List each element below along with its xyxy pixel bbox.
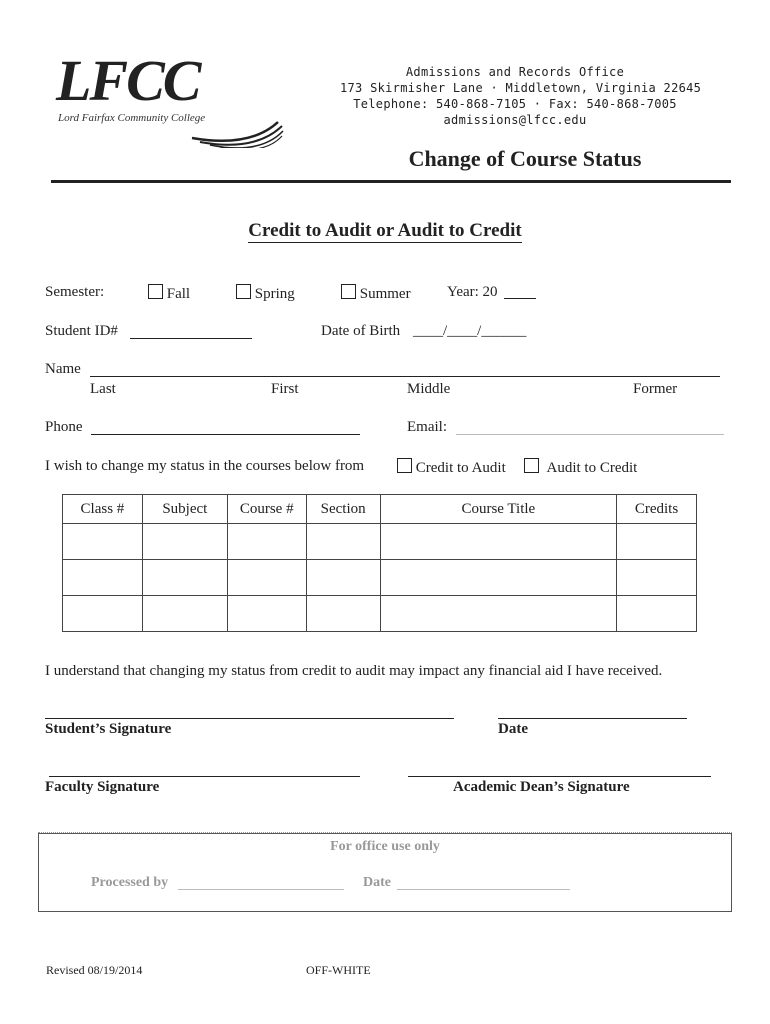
form-subtitle: Credit to Audit or Audit to Credit [248, 220, 522, 241]
office-date-field[interactable] [397, 889, 570, 890]
college-logo-subtitle: Lord Fairfax Community College [58, 112, 206, 124]
course-table [62, 494, 697, 632]
revised-date: Revised 08/19/2014 [46, 963, 143, 977]
header-divider [51, 180, 731, 183]
audit-to-credit-checkbox[interactable] [524, 458, 539, 473]
office-phone-fax: Telephone: 540-868-7105 · Fax: 540-868-7005 [353, 97, 677, 111]
table-cell[interactable] [306, 560, 380, 596]
office-use-title: For office use only [330, 839, 440, 854]
table-cell[interactable] [142, 524, 227, 560]
student-signature-line[interactable] [45, 718, 454, 719]
semester-label: Semester: [45, 284, 105, 300]
name-label: Name [45, 361, 81, 377]
year-field[interactable] [504, 298, 536, 299]
processed-by-label: Processed by [91, 875, 169, 890]
table-cell[interactable] [306, 524, 380, 560]
name-field[interactable] [90, 376, 720, 377]
office-name: Admissions and Records Office [405, 65, 625, 79]
dob-field[interactable]: ____/____/______ [413, 323, 527, 339]
office-date-label: Date [363, 875, 391, 890]
copy-color-label: OFF-WHITE [306, 963, 371, 977]
table-cell[interactable] [142, 560, 227, 596]
table-cell[interactable] [63, 596, 143, 632]
table-cell[interactable] [227, 524, 306, 560]
form-title: Change of Course Status [408, 146, 642, 171]
credit-to-audit-checkbox[interactable] [397, 458, 412, 473]
office-email: admissions@lfcc.edu [443, 113, 587, 127]
column-header: Section [306, 495, 380, 524]
student-id-field[interactable] [130, 338, 252, 339]
table-cell[interactable] [380, 524, 616, 560]
faculty-signature-label: Faculty Signature [45, 779, 160, 795]
table-cell[interactable] [63, 524, 143, 560]
student-signature-label: Student’s Signature [45, 721, 172, 737]
name-part-first: First [271, 381, 299, 397]
table-cell[interactable] [617, 524, 697, 560]
table-row [63, 596, 697, 632]
table-cell[interactable] [617, 596, 697, 632]
column-header: Class # [63, 495, 143, 524]
table-cell[interactable] [227, 596, 306, 632]
semester-option-spring[interactable]: Spring [236, 284, 295, 303]
dean-signature-label: Academic Dean’s Signature [453, 779, 630, 795]
dean-signature-line[interactable] [408, 776, 711, 777]
semester-option-fall[interactable]: Fall [148, 284, 190, 303]
date-label: Date [498, 721, 528, 737]
table-cell[interactable] [380, 560, 616, 596]
student-date-line[interactable] [498, 718, 687, 719]
name-part-former: Former [633, 381, 678, 397]
column-header: Subject [142, 495, 227, 524]
logo-swoosh-icon [190, 108, 285, 148]
phone-field[interactable] [91, 434, 360, 435]
college-logo: LFCC [56, 48, 200, 113]
table-cell[interactable] [142, 596, 227, 632]
table-cell[interactable] [380, 596, 616, 632]
financial-aid-notice: I understand that changing my status from credit to audit may impact any financial aid I have received. [45, 663, 663, 679]
email-label: Email: [407, 419, 447, 435]
dob-label: Date of Birth [321, 323, 401, 339]
table-row [63, 560, 697, 596]
option-audit-to-credit[interactable]: Audit to Credit [524, 458, 637, 477]
student-id-label: Student ID# [45, 323, 118, 339]
spring-checkbox[interactable] [236, 284, 251, 299]
change-status-text: I wish to change my status in the courses below from [45, 458, 365, 474]
table-header-row [63, 495, 697, 524]
semester-option-summer[interactable]: Summer [341, 284, 411, 303]
processed-by-field[interactable] [178, 889, 344, 890]
name-part-middle: Middle [407, 381, 451, 397]
phone-label: Phone [45, 419, 83, 435]
option-credit-to-audit[interactable]: Credit to Audit [397, 458, 506, 477]
fall-checkbox[interactable] [148, 284, 163, 299]
column-header: Course Title [380, 495, 616, 524]
table-row [63, 524, 697, 560]
faculty-signature-line[interactable] [49, 776, 360, 777]
name-part-last: Last [90, 381, 116, 397]
column-header: Credits [617, 495, 697, 524]
year-label: Year: 20 [447, 284, 498, 300]
table-cell[interactable] [306, 596, 380, 632]
email-field[interactable] [456, 434, 724, 435]
table-cell[interactable] [617, 560, 697, 596]
office-address: 173 Skirmisher Lane · Middletown, Virginia 22645 [340, 81, 702, 95]
summer-checkbox[interactable] [341, 284, 356, 299]
column-header: Course # [227, 495, 306, 524]
table-cell[interactable] [63, 560, 143, 596]
table-cell[interactable] [227, 560, 306, 596]
